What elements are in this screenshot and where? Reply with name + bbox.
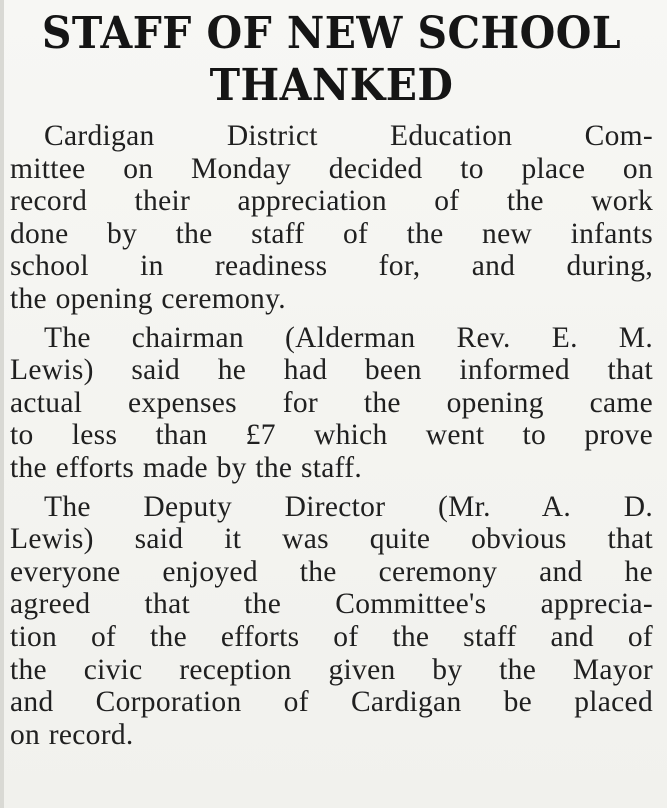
text-line: done by the staff of the new infants	[10, 217, 653, 250]
headline-line: STAFF OF NEW SCHOOL	[41, 8, 622, 59]
text-line: on record.	[10, 718, 134, 751]
text-line: mittee on Monday decided to place on	[10, 152, 653, 185]
text-line: Lewis) said it was quite obvious that	[10, 523, 653, 556]
text-line: actual expenses for the opening came	[10, 386, 653, 419]
text-line: record their appreciation of the work	[10, 185, 653, 218]
text-line: and Corporation of Cardigan be placed	[10, 686, 653, 719]
text-line: the efforts made by the staff.	[10, 451, 363, 484]
text-line: Lewis) said he had been informed that	[10, 354, 653, 387]
text-line: The chairman (Alderman Rev. E. M.	[44, 321, 653, 354]
headline	[33, 8, 631, 112]
text-line: agreed that the Committee's apprecia-	[10, 588, 653, 621]
text-line: The Deputy Director (Mr. A. D.	[44, 490, 653, 523]
text-line: the opening ceremony.	[10, 282, 286, 315]
text-line: the civic reception given by the Mayor	[10, 653, 653, 686]
text-line: Cardigan District Education Com-	[44, 120, 653, 152]
paragraph-2	[10, 322, 653, 485]
paragraph-1	[10, 120, 653, 316]
text-line: to less than £7 which went to prove	[10, 419, 653, 452]
paragraph-3	[10, 491, 653, 752]
text-line: tion of the efforts of the staff and of	[10, 620, 653, 653]
text-line: school in readiness for, and during,	[10, 250, 653, 283]
headline-line: THANKED	[209, 60, 454, 111]
text-line: everyone enjoyed the ceremony and he	[10, 555, 653, 588]
